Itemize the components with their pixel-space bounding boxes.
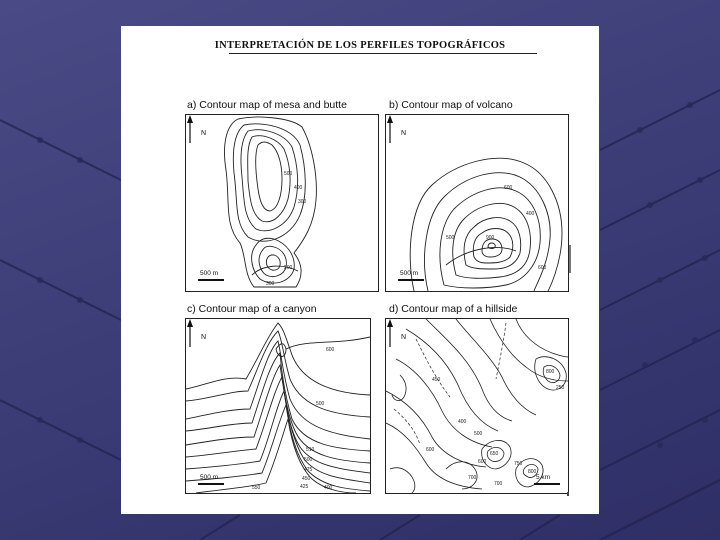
- north-arrow-icon: [186, 115, 202, 145]
- contour-label: 600: [326, 347, 335, 353]
- scale-bar: [198, 279, 224, 281]
- panel-a-mesa-butte-map: [185, 114, 379, 292]
- panel-c-canyon-map: [185, 318, 371, 494]
- contour-label: 450: [432, 377, 441, 383]
- panel-c-caption: c) Contour map of a canyon: [187, 303, 317, 315]
- scale-label: 5 km: [536, 474, 551, 481]
- document-page: [121, 26, 599, 514]
- contour-label: 500: [474, 431, 483, 437]
- contour-label: 900: [486, 235, 495, 241]
- contour-label: 600: [426, 447, 435, 453]
- panel-d-hillside-map: [385, 318, 569, 494]
- contour-label: 700: [494, 481, 503, 487]
- contour-label: 250: [556, 385, 565, 391]
- north-arrow-icon: [386, 319, 402, 349]
- scale-label: 500 m: [200, 270, 219, 277]
- canyon-contours: [186, 319, 370, 493]
- scale-label: 500 m: [400, 270, 419, 277]
- contour-label: 300: [298, 199, 307, 205]
- contour-label: 400: [324, 485, 333, 491]
- contour-label: 500: [316, 401, 325, 407]
- north-label: N: [401, 334, 407, 341]
- contour-label: 300: [266, 281, 275, 287]
- contour-label: 800: [528, 469, 537, 475]
- margin-mark: [569, 245, 571, 273]
- contour-label: 700: [468, 475, 477, 481]
- contour-label: 400: [458, 419, 467, 425]
- north-label: N: [201, 130, 207, 137]
- contour-label: 600: [538, 265, 547, 271]
- contour-label: 650: [490, 451, 499, 457]
- north-label: N: [401, 130, 407, 137]
- panel-b-volcano-map: [385, 114, 569, 292]
- scale-bar: [534, 483, 560, 485]
- scale-label: 500 m: [200, 474, 219, 481]
- contour-label: 500: [284, 171, 293, 177]
- contour-label: 800: [546, 369, 555, 375]
- contour-label: 425: [300, 484, 309, 490]
- contour-label: 600: [478, 459, 487, 465]
- panel-b-caption: b) Contour map of volcano: [389, 99, 513, 111]
- contour-label: 550: [252, 485, 261, 491]
- north-arrow-icon: [186, 319, 202, 349]
- north-label: N: [201, 334, 207, 341]
- hillside-contours: [386, 319, 568, 493]
- contour-label: 475: [304, 467, 313, 473]
- scale-bar: [198, 483, 224, 485]
- title-underline: [229, 53, 537, 54]
- contour-label: 400: [526, 211, 535, 217]
- panel-a-caption: a) Contour map of mesa and butte: [187, 99, 347, 111]
- contour-label: 200: [284, 265, 293, 271]
- contour-label: 400: [294, 185, 303, 191]
- mesa-contours: [186, 115, 378, 291]
- contour-label: 450: [302, 476, 311, 482]
- corner-mark: [567, 492, 569, 496]
- document-title: INTERPRETACIÓN DE LOS PERFILES TOPOGRÁFICOS: [214, 40, 506, 51]
- contour-label: 510: [306, 447, 315, 453]
- contour-label: 500: [446, 235, 455, 241]
- panel-d-caption: d) Contour map of a hillside: [389, 303, 518, 315]
- north-arrow-icon: [386, 115, 402, 145]
- contour-label: 750: [514, 461, 523, 467]
- contour-label: 500: [304, 457, 313, 463]
- contour-label: 600: [504, 185, 513, 191]
- scale-bar: [398, 279, 424, 281]
